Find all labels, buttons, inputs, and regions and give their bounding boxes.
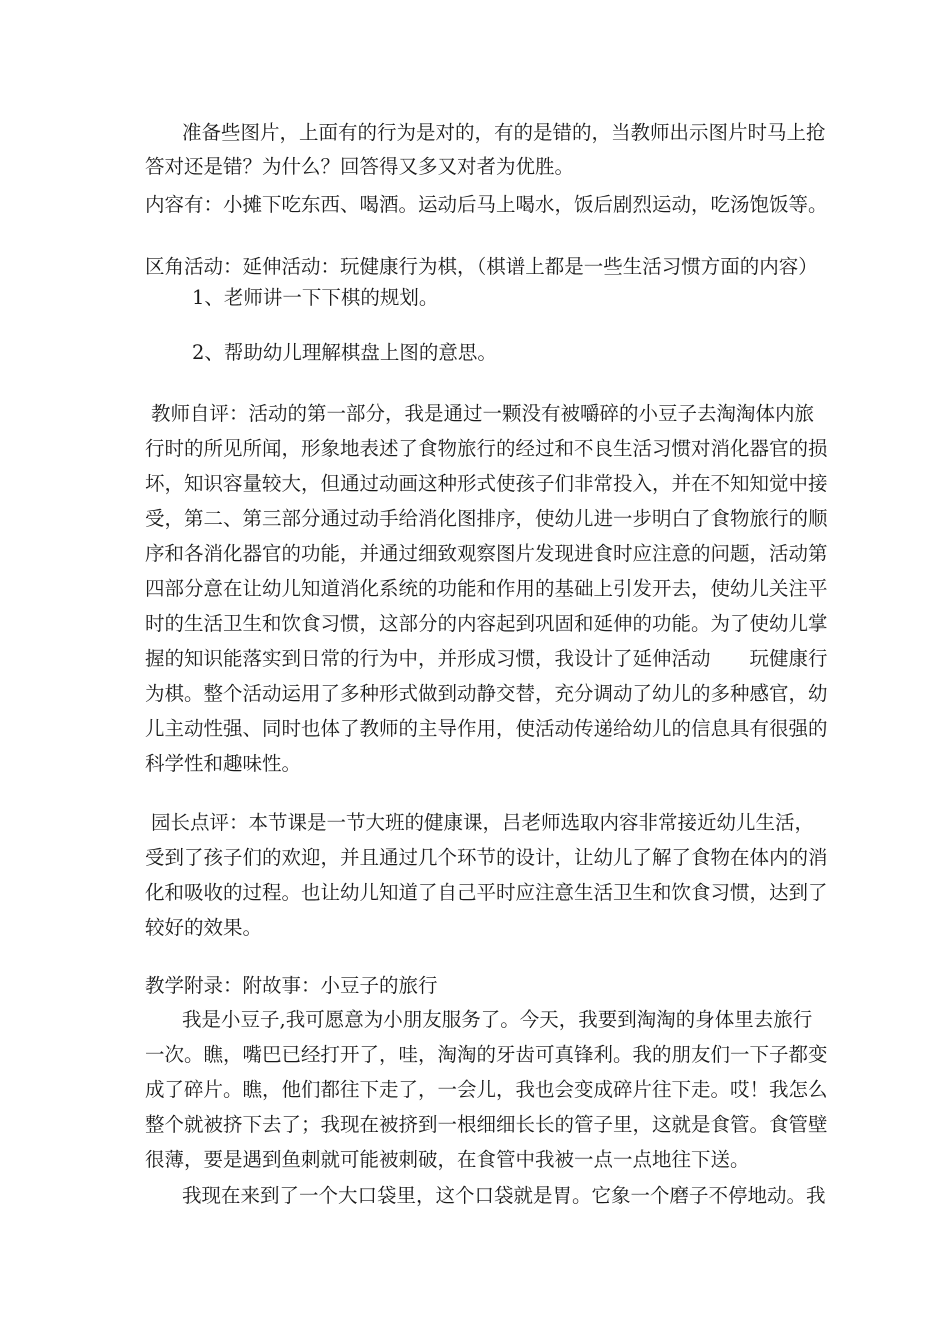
paragraph-line: 序和各消化器官的功能，并通过细致观察图片发现进食时应注意的问题，活动第: [145, 542, 828, 565]
paragraph-line: 我是小豆子,我可愿意为小朋友服务了。今天，我要到淘淘的身体里去旅行: [182, 1008, 813, 1031]
paragraph-line: 受到了孩子们的欢迎，并且通过几个环节的设计，让幼儿了解了食物在体内的消: [145, 846, 828, 869]
paragraph-line: 园长点评：本节课是一节大班的健康课，吕老师选取内容非常接近幼儿生活，: [151, 811, 815, 834]
paragraph-line: 答对还是错？为什么？回答得又多又对者为优胜。: [145, 155, 575, 178]
paragraph-line: 坏，知识容量较大，但通过动画这种形式使孩子们非常投入，并在不知知觉中接: [145, 472, 828, 495]
paragraph-line: 四部分意在让幼儿知道消化系统的功能和作用的基础上引发开去，使幼儿关注平: [145, 577, 828, 600]
paragraph-line: 准备些图片，上面有的行为是对的，有的是错的，当教师出示图片时马上抢: [182, 121, 826, 144]
paragraph-line: 时的生活卫生和饮食习惯，这部分的内容起到巩固和延伸的功能。为了使幼儿掌: [145, 612, 828, 635]
paragraph-line: 教师自评：活动的第一部分，我是通过一颗没有被嚼碎的小豆子去淘淘体内旅: [151, 402, 815, 425]
paragraph-line: 化和吸收的过程。也让幼儿知道了自己平时应注意生活卫生和饮食习惯，达到了: [145, 881, 828, 904]
list-item: 2、帮助幼儿理解棋盘上图的意思。: [192, 341, 497, 364]
list-item: 1、老师讲一下下棋的规划。: [192, 286, 439, 309]
paragraph-line: 整个就被挤下去了；我现在被挤到一根细细长长的管子里，这就是食管。食管壁: [145, 1113, 828, 1136]
paragraph-line: 握的知识能落实到日常的行为中，并形成习惯，我设计了延伸活动 玩健康行: [145, 647, 828, 670]
paragraph-line: 教学附录：附故事：小豆子的旅行: [145, 974, 438, 997]
paragraph-line: 较好的效果。: [145, 916, 263, 939]
paragraph-line: 成了碎片。瞧，他们都往下走了，一会儿，我也会变成碎片往下走。哎！我怎么: [145, 1078, 828, 1101]
paragraph-line: 很薄，要是遇到鱼刺就可能被刺破，在食管中我被一点一点地往下送。: [145, 1148, 750, 1171]
paragraph-line: 一次。瞧，嘴巴已经打开了，哇，淘淘的牙齿可真锋利。我的朋友们一下子都变: [145, 1043, 828, 1066]
paragraph-line: 为棋。整个活动运用了多种形式做到动静交替，充分调动了幼儿的多种感官，幼: [145, 682, 828, 705]
paragraph-line: 受，第二、第三部分通过动手给消化图排序，使幼儿进一步明白了食物旅行的顺: [145, 507, 828, 530]
paragraph-line: 行时的所见所闻，形象地表述了食物旅行的经过和不良生活习惯对消化器官的损: [145, 437, 828, 460]
paragraph-line: 我现在来到了一个大口袋里，这个口袋就是胃。它象一个磨子不停地动。我: [182, 1184, 826, 1207]
paragraph-line: 儿主动性强、同时也体了教师的主导作用，使活动传递给幼儿的信息具有很强的: [145, 717, 828, 740]
paragraph-line: 内容有：小摊下吃东西、喝酒。运动后马上喝水，饭后剧烈运动，吃汤饱饭等。: [145, 193, 828, 216]
paragraph-line: 区角活动：延伸活动：玩健康行为棋，（棋谱上都是一些生活习惯方面的内容）: [145, 255, 818, 278]
paragraph-line: 科学性和趣味性。: [145, 752, 302, 775]
